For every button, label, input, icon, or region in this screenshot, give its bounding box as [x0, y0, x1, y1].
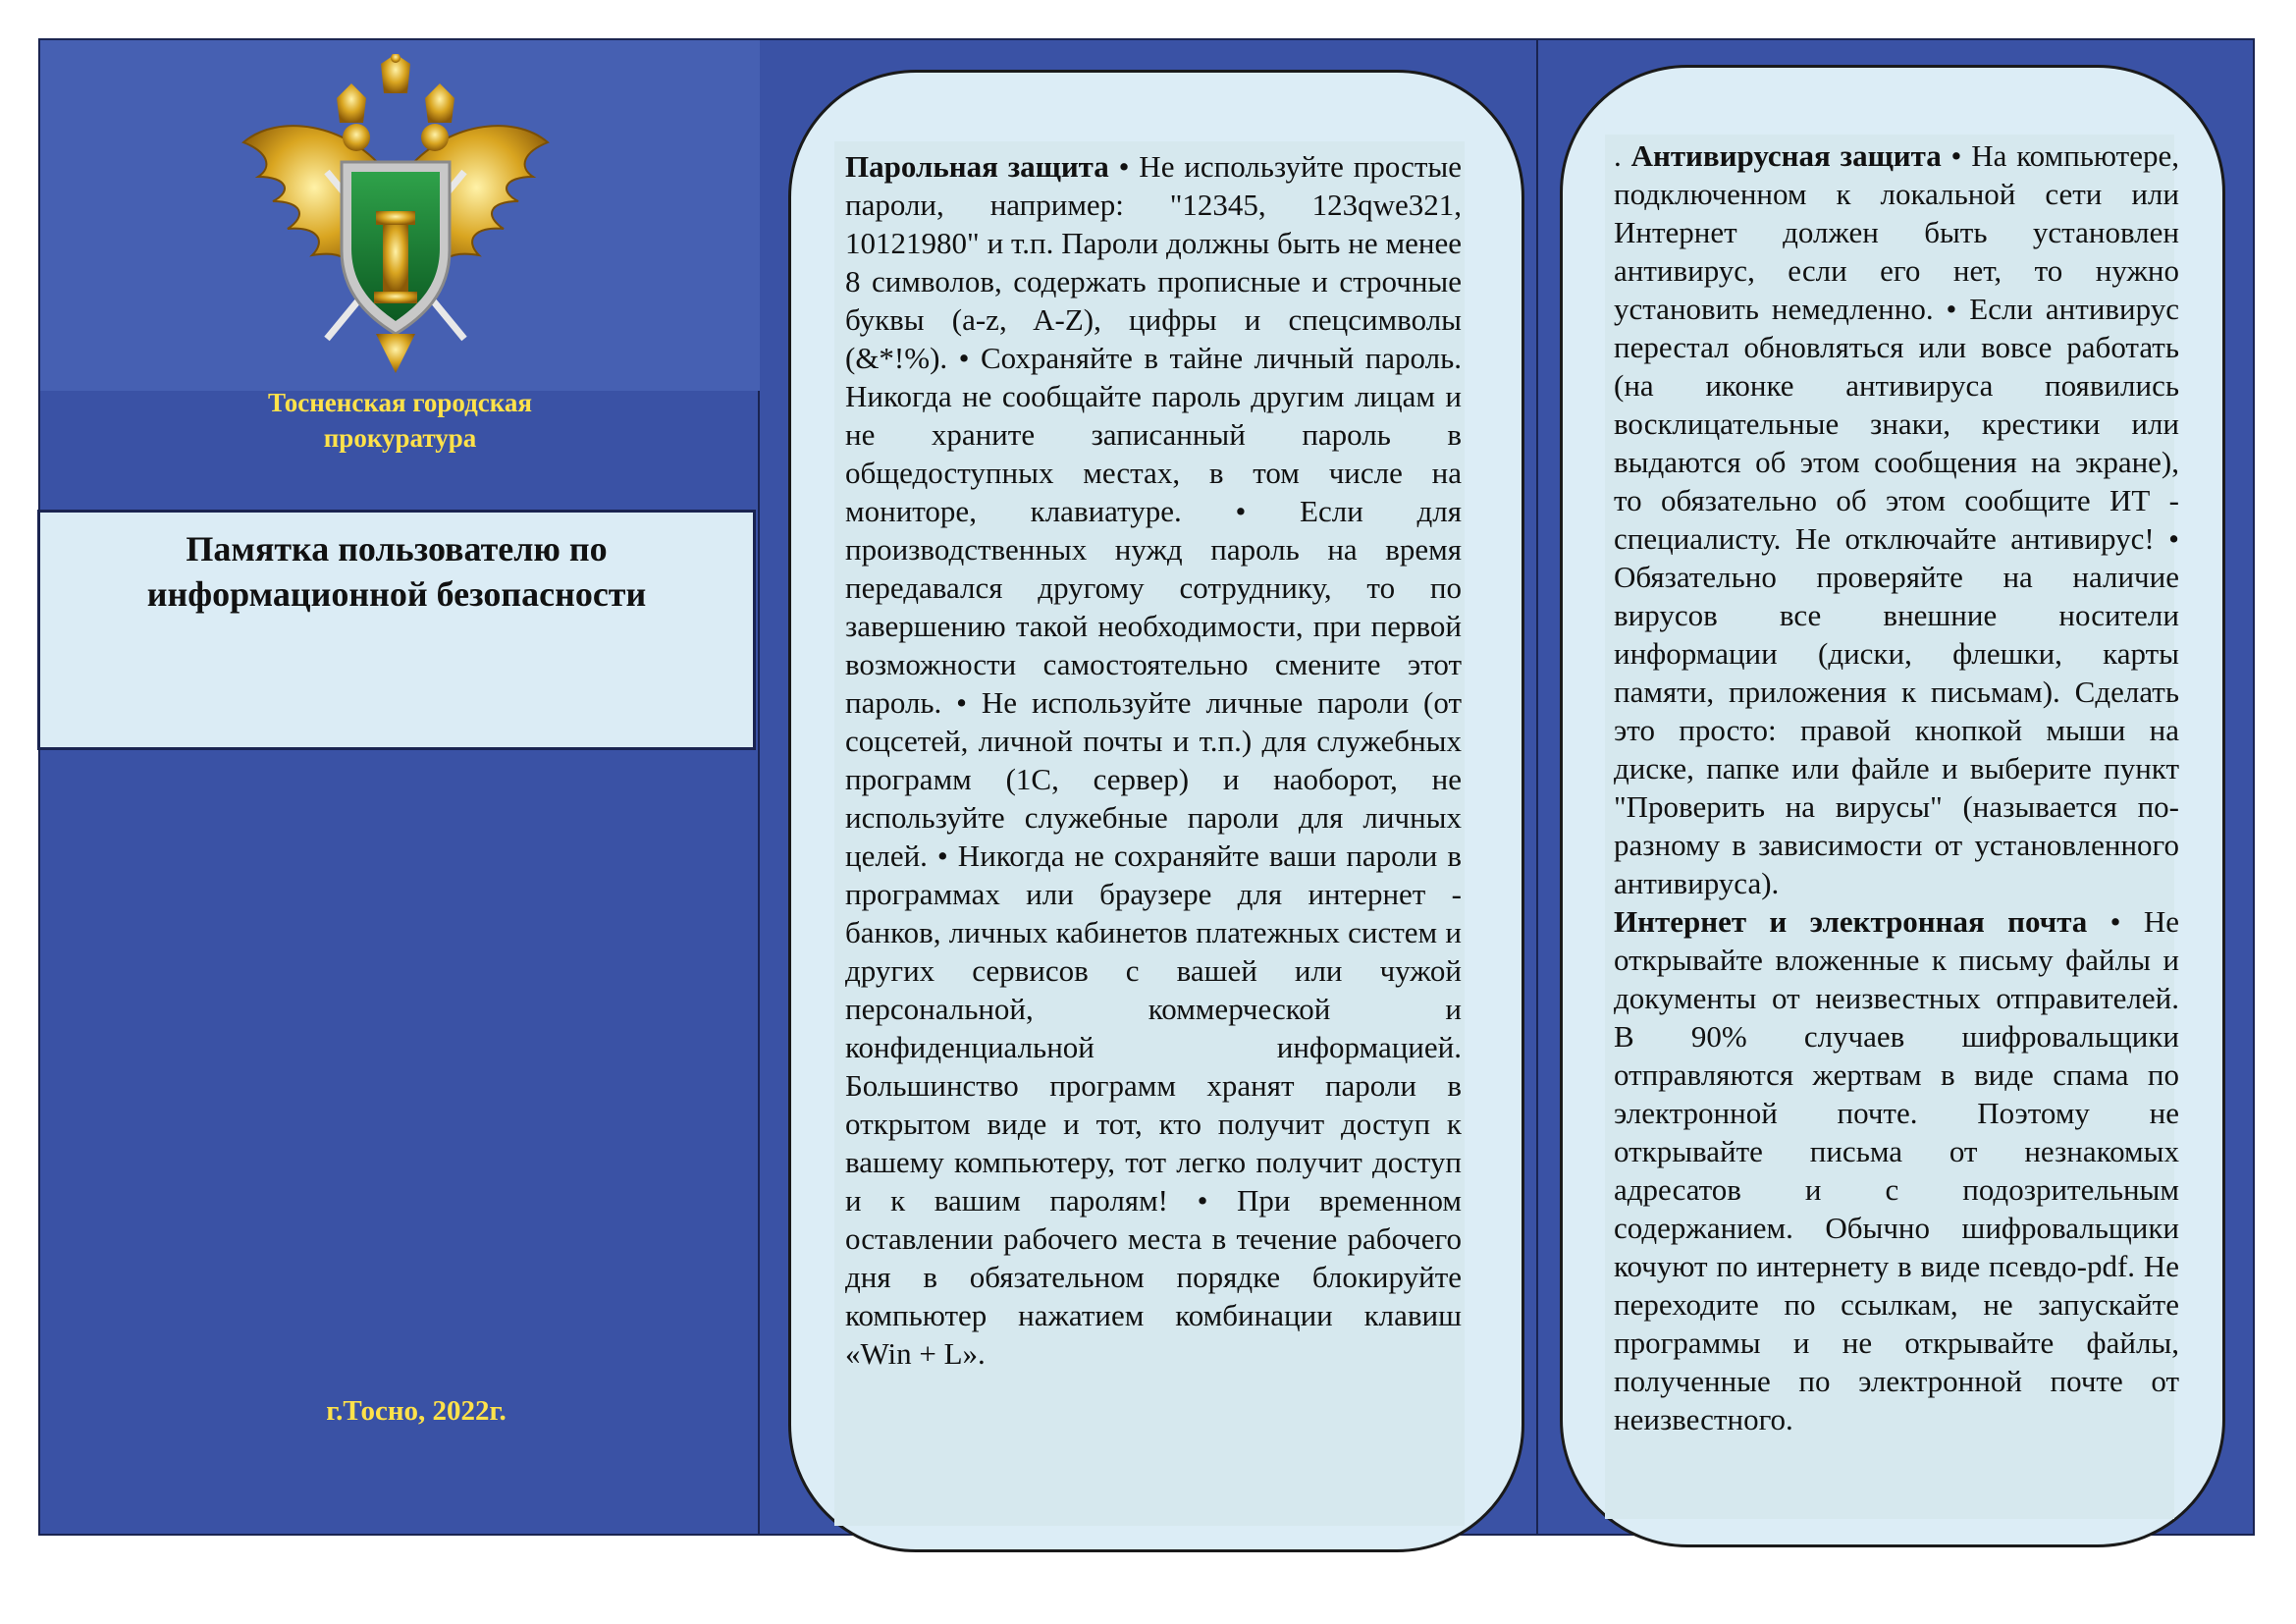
title-line1: Памятка пользователю по [186, 529, 608, 568]
fold-line-right [1536, 40, 1538, 1534]
organization-line2: прокуратура [323, 423, 477, 453]
internet-email-heading: Интернет и электронная почта [1614, 904, 2088, 939]
brochure-title-box [37, 510, 756, 750]
antivirus-heading: Антивирусная защита [1630, 138, 1942, 173]
title-line2: информационной безопасности [146, 574, 647, 614]
password-body: • Не используйте простые пароли, например: "12345, 123qwe321, 10121980" и т.п. Пароли должны быть не менее 8 символов, содержать прописные и строчные буквы (a-z, A-Z), цифры и спецсимволы (&*!%). • Сохраняйте в тайне личный пароль. Никогда не сообщайте пароль другим лицам и не храните записанный пароль в общедоступных местах, в том числе на мониторе, клавиатуре. • Если для производственных нужд пароль на время передавался другому сотруднику, то по завершению такой необходимости, при первой возможности самостоятельно смените этот пароль. • Не используйте личные пароли (от соцсетей, личной почты и т.п.) для служебных программ (1С, сервер) и наоборот, не используйте служебные пароли для личных целей. • Никогда не сохраняйте ваши пароли в программах или браузере для интернет - банков, личных кабинетов платежных систем и других сервисов с вашей или чужой персональной, коммерческой и конфиденциальной информацией. Большинство программ хранят пароли в открытом виде и тот, кто получит доступ к вашему компьютеру, тот легко получит доступ и к вашим паролям! • При временном оставлении рабочего места в течение рабочего дня в обязательном порядке блокируйте компьютер нажатием комбинации клавиш «Win + L». [845, 149, 1462, 1371]
city-year: г.Тосно, 2022г. [326, 1395, 507, 1427]
password-heading: Парольная защита [845, 149, 1109, 184]
brochure-sheet [38, 38, 2255, 1536]
password-protection-card [788, 70, 1524, 1552]
emblem-area [40, 40, 760, 391]
antivirus-body: • На компьютере, подключенном к локальной сети или Интернет должен быть установлен антивирус, если его нет, то нужно установить немедленно. • Если антивирус перестал обновляться или вовсе работать (на иконке антивируса появились восклицательные знаки, крестики или выдаются об этом сообщения на экране), то обязательно об этом сообщите ИТ - специалисту. Не отключайте антивирус! • Обязательно проверяйте на наличие вирусов все внешние носители информации (диски, флешки, карты памяти, приложения к письмам). Сделать это просто: правой кнопкой мыши на диске, папке или файле и выберите пункт "Проверить на вирусы" (называется по-разному в зависимости от установленного антивируса). [1614, 138, 2180, 900]
password-protection-text [845, 147, 1462, 1373]
organization-name [40, 385, 760, 456]
antivirus-internet-card [1560, 65, 2225, 1547]
cover-panel [40, 40, 760, 1534]
internet-email-body: • Не открывайте вложенные к письму файлы и документы от неизвестных отправителей. В 90% случаев шифровальщики отправляются жертвам в виде спама по электронной почте. Поэтому не открывайте письма от незнакомых адресатов и с подозрительным содержанием. Обычно шифровальщики кочуют по интернету в виде псевдо-pdf. Не переходите по ссылкам, не запускайте программы и не открывайте файлы, полученные по электронной почте от неизвестного. [1614, 904, 2180, 1436]
prosecutor-emblem-icon [239, 54, 553, 378]
antivirus-internet-text [1614, 136, 2179, 1438]
organization-line1: Тосненская городская [267, 388, 533, 417]
lead-mark: . [1614, 138, 1631, 173]
